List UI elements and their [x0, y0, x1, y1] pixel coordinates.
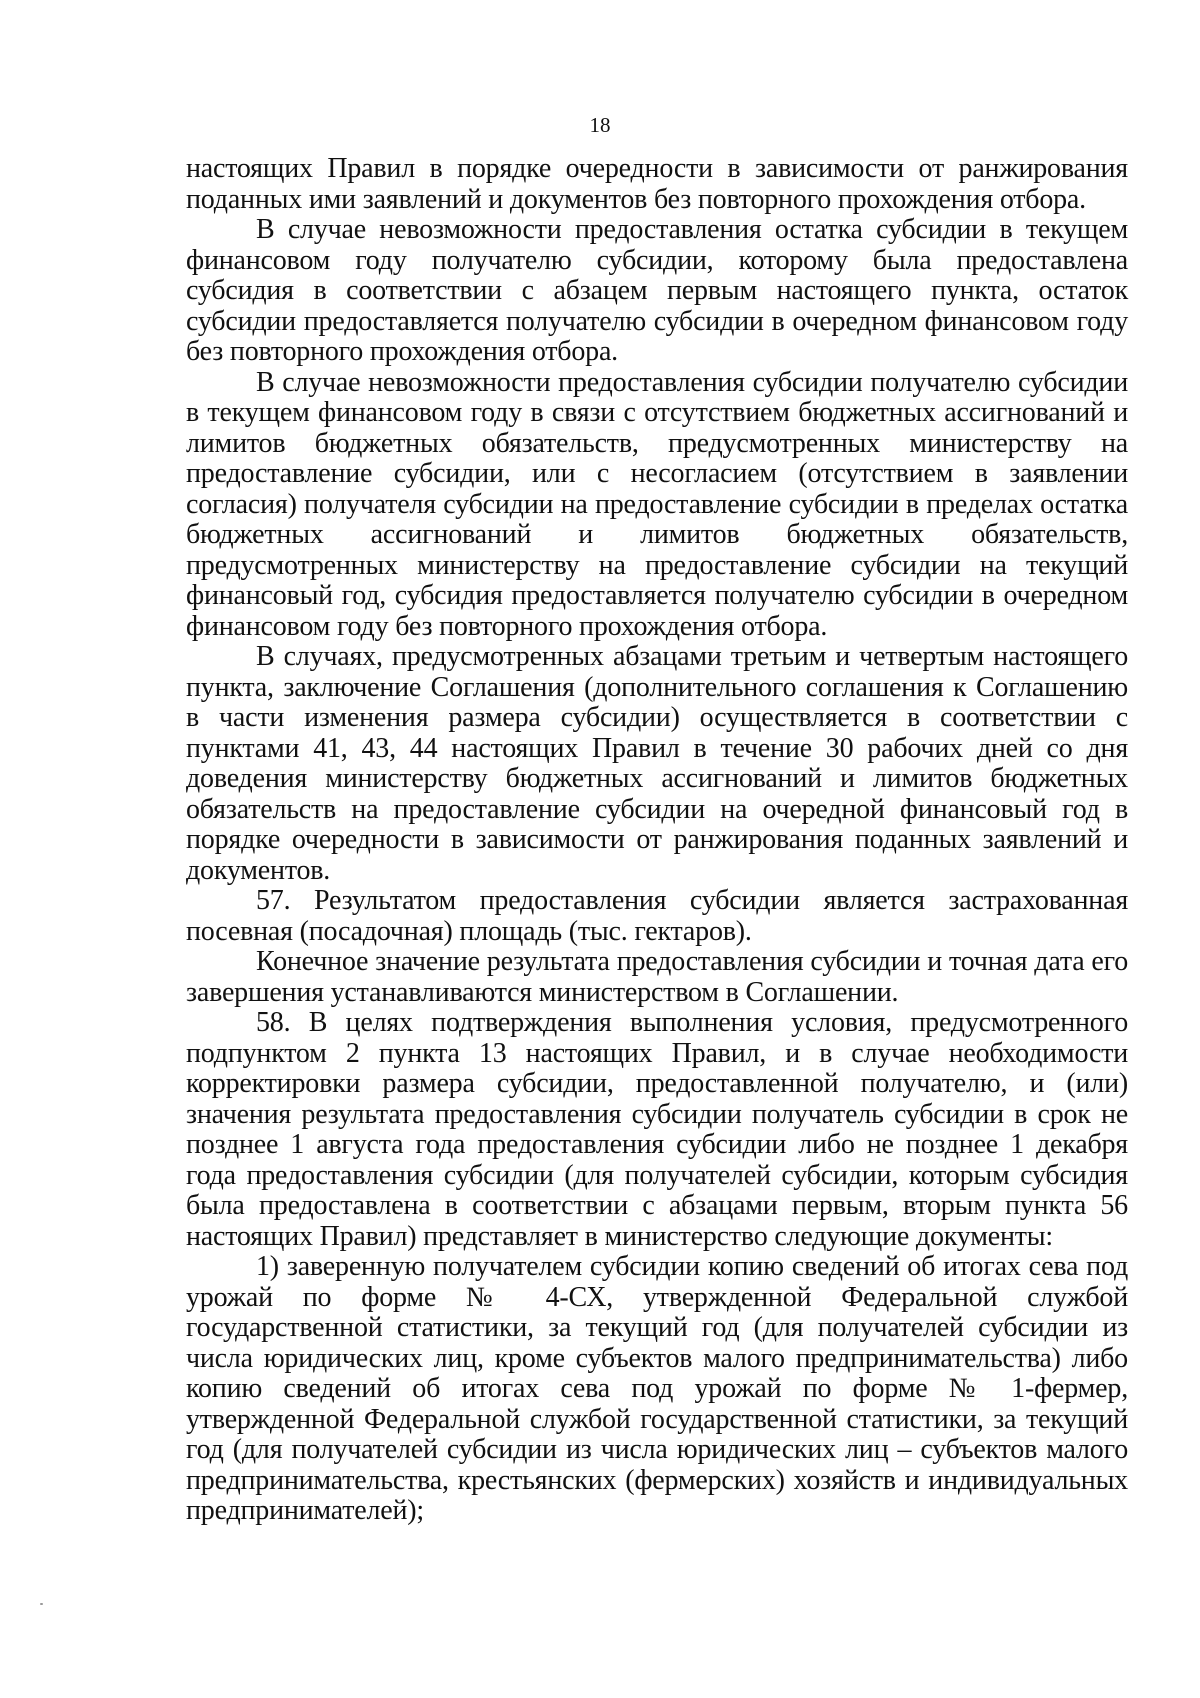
- paragraph-subitem-1: 1) заверенную получателем субсидии копию сведений об итогах сева под урожай по форме № 4-СХ, утвержденной Федеральной службой государственной статистики, за текущий год (для получателей субсидии из числа юридических лиц, кроме субъектов малого предпринимательства) либо копию сведений об итогах сева под урожай по форме № 1-фермер, утвержденной Федеральной службой государственной статистики, за текущий год (для получателей субсидии из числа юридических лиц – субъектов малого предпринимательства, крестьянских (фермерских) хозяйств и индивидуальных предпринимателей);: [186, 1251, 1128, 1526]
- document-body: [186, 154, 1128, 1527]
- paragraph-no-budget-allocations: В случае невозможности предоставления субсидии получателю субсидии в текущем финансовом году в связи с отсутствием бюджетных ассигнований и лимитов бюджетных обязательств, предусмотренных министерству на предоставление субсидии, или с несогласием (отсутствием в заявлении согласия) получателя субсидии на предоставление субсидии в пределах остатка бюджетных ассигнований и лимитов бюджетных обязательств, предусмотренных министерству на предоставление субсидии на текущий финансовый год, субсидия предоставляется получателю субсидии в очередном финансовом году без повторного прохождения отбора.: [186, 366, 1128, 642]
- page-number: 18: [589, 113, 611, 137]
- paragraph-item-57: 57. Результатом предоставления субсидии является застрахованная посевная (посадочная) площадь (тыс. гектаров).: [186, 885, 1128, 947]
- paragraph-remaining-subsidy: В случае невозможности предоставления остатка субсидии в текущем финансовом году получателю субсидии, которому была предоставлена субсидия в соответствии с абзацем первым настоящего пункта, остаток субсидии предоставляется получателю субсидии в очередном финансовом году без повторного прохождения отбора.: [186, 214, 1128, 367]
- paragraph-final-value: Конечное значение результата предоставления субсидии и точная дата его завершения устанавливаются министерством в Соглашении.: [186, 946, 1128, 1008]
- paragraph-item-58: 58. В целях подтверждения выполнения условия, предусмотренного подпунктом 2 пункта 13 настоящих Правил, и в случае необходимости корректировки размера субсидии, предоставленной получателю, и (или) значения результата предоставления субсидии получатель субсидии в срок не позднее 1 августа года предоставления субсидии либо не позднее 1 декабря года предоставления субсидии (для получателей субсидии, которым субсидия была предоставлена в соответствии с абзацами первым, вторым пункта 56 настоящих Правил) представляет в министерство следующие документы:: [186, 1007, 1128, 1252]
- paragraph-agreement-conclusion: В случаях, предусмотренных абзацами третьим и четвертым настоящего пункта, заключение Соглашения (дополнительного соглашения к Соглашению в части изменения размера субсидии) осуществляется в соответствии с пунктами 41, 43, 44 настоящих Правил в течение 30 рабочих дней со дня доведения министерству бюджетных ассигнований и лимитов бюджетных обязательств на предоставление субсидии на очередной финансовый год в порядке очередности в зависимости от ранжирования поданных заявлений и документов.: [186, 641, 1128, 886]
- paragraph-continuation: настоящих Правил в порядке очередности в зависимости от ранжирования поданных ими заявлений и документов без повторного прохождения отбора.: [186, 153, 1128, 215]
- scan-speck: [40, 1603, 43, 1605]
